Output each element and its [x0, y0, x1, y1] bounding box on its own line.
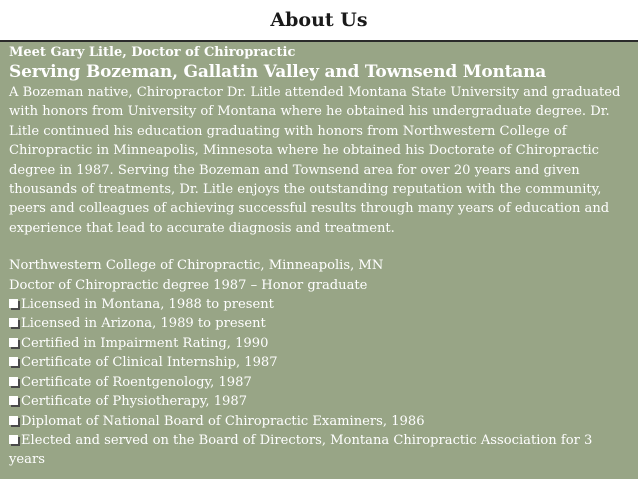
degree-line: Doctor of Chiropractic degree 1987 – Honor graduate [9, 277, 368, 293]
list-item [9, 431, 632, 470]
credential-text: Certified in Impairment Rating, 1990 [21, 335, 269, 351]
credential-text: Elected and served on the Board of Directors, Montana Chiropractic Association for 3 years [9, 432, 593, 468]
about-content-panel [0, 40, 638, 479]
credential-text: Certificate of Clinical Internship, 1987 [21, 355, 278, 371]
school-line: Northwestern College of Chiropractic, Minneapolis, MN [9, 258, 384, 274]
credential-text: Licensed in Arizona, 1989 to present [21, 316, 266, 332]
checkbox-square-icon [9, 357, 18, 366]
checkbox-square-icon [9, 396, 18, 405]
spacer [9, 238, 632, 256]
checkbox-square-icon [9, 318, 18, 327]
credential-text: Certificate of Roentgenology, 1987 [21, 374, 252, 390]
list-item [9, 373, 632, 392]
credentials-list [9, 295, 632, 470]
bio-paragraph: A Bozeman native, Chiropractor Dr. Litle attended Montana State University and graduated with honors from University of Montana where he obtained his undergraduate degree. Dr. Litle continued his education graduating with honors from Northwestern College of Chiropractic in Minneapolis, Minnesota where he obtained his Doctorate of Chiropractic degree in 1987. Serving the Bozeman and Townsend area for over 20 years and given thousands of treatments, Dr. Litle enjoys the outstanding reputation with the community, peers and colleagues of achieving successful results through many years of education and experience that lead to accurate diagnosis and treatment. [9, 85, 621, 236]
list-item [9, 334, 632, 353]
list-item [9, 295, 632, 314]
credential-text: Certificate of Physiotherapy, 1987 [21, 394, 248, 410]
service-area-heading: Serving Bozeman, Gallatin Valley and Townsend Montana [9, 62, 547, 82]
list-item [9, 314, 632, 333]
checkbox-square-icon [9, 377, 18, 386]
checkbox-square-icon [9, 338, 18, 347]
checkbox-square-icon [9, 416, 18, 425]
page-title: About Us [270, 9, 368, 31]
list-item [9, 392, 632, 411]
doctor-subhead: Meet Gary Litle, Doctor of Chiropractic [9, 45, 296, 60]
list-item [9, 412, 632, 431]
credential-text: Diplomat of National Board of Chiropractic Examiners, 1986 [21, 413, 425, 429]
checkbox-square-icon [9, 435, 18, 444]
credential-text: Licensed in Montana, 1988 to present [21, 297, 274, 313]
title-bar [0, 0, 638, 40]
checkbox-square-icon [9, 299, 18, 308]
list-item [9, 353, 632, 372]
